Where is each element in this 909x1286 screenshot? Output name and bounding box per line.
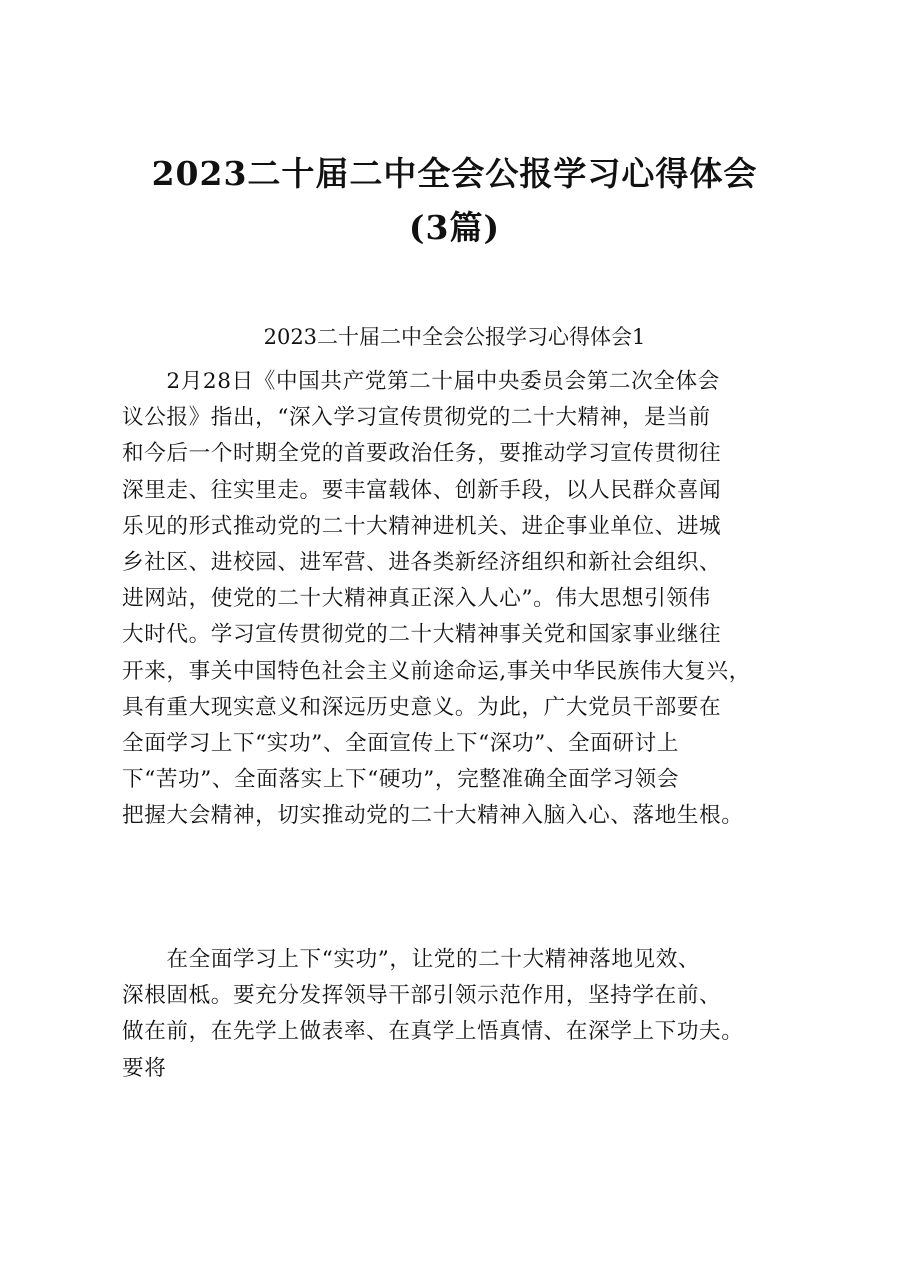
text-line: 在全面学习上下“实功”，让党的二十大精神落地见效、 <box>122 947 701 972</box>
text-line: 和今后一个时期全党的首要政治任务，要推动学习宣传贯彻往 <box>122 441 722 467</box>
paragraph-1 <box>122 364 812 834</box>
text-line: 做在前，在先学上做表率、在真学上悟真情、在深学上下功夫。 <box>122 1019 744 1045</box>
section-title: 2023二十届二中全会公报学习心得体会1 <box>263 325 646 349</box>
text-line: 全面学习上下“实功”、全面宣传上下“深功”、全面研讨上 <box>122 730 680 756</box>
text-line: 2月28日《中国共产党第二十届中央委员会第二次全体会 <box>122 369 720 394</box>
text-line: 乐见的形式推动党的二十大精神进机关、进企事业单位、进城 <box>122 513 722 539</box>
paragraph-2 <box>122 942 812 1087</box>
text-line: 进网站，使党的二十大精神真正深入人心”。伟大思想引领伟 <box>122 586 711 612</box>
text-line: 要将 <box>122 1055 167 1081</box>
text-line: 乡社区、进校园、进军营、进各类新经济组织和新社会组织、 <box>122 549 722 575</box>
document-title: 2023二十届二中全会公报学习心得体会 <box>151 154 758 193</box>
text-line: 开来，事关中国特色社会主义前途命运,事关中华民族伟大复兴， <box>122 658 751 684</box>
document-title-count: (3篇) <box>408 208 501 247</box>
text-line: 议公报》指出，“深入学习宣传贯彻党的二十大精神，是当前 <box>122 405 711 431</box>
text-line: 把握大会精神，切实推动党的二十大精神入脑入心、落地生根。 <box>122 803 744 829</box>
text-line: 大时代。学习宣传贯彻党的二十大精神事关党和国家事业继往 <box>122 622 722 648</box>
text-line: 深里走、往实里走。要丰富载体、创新手段，以人民群众喜闻 <box>122 477 722 503</box>
text-line: 具有重大现实意义和深远历史意义。为此，广大党员干部要在 <box>122 694 722 720</box>
text-line: 深根固柢。要充分发挥领导干部引领示范作用，坚持学在前、 <box>122 983 722 1009</box>
text-line: 下“苦功”、全面落实上下“硬功”，完整准确全面学习领会 <box>122 767 680 793</box>
